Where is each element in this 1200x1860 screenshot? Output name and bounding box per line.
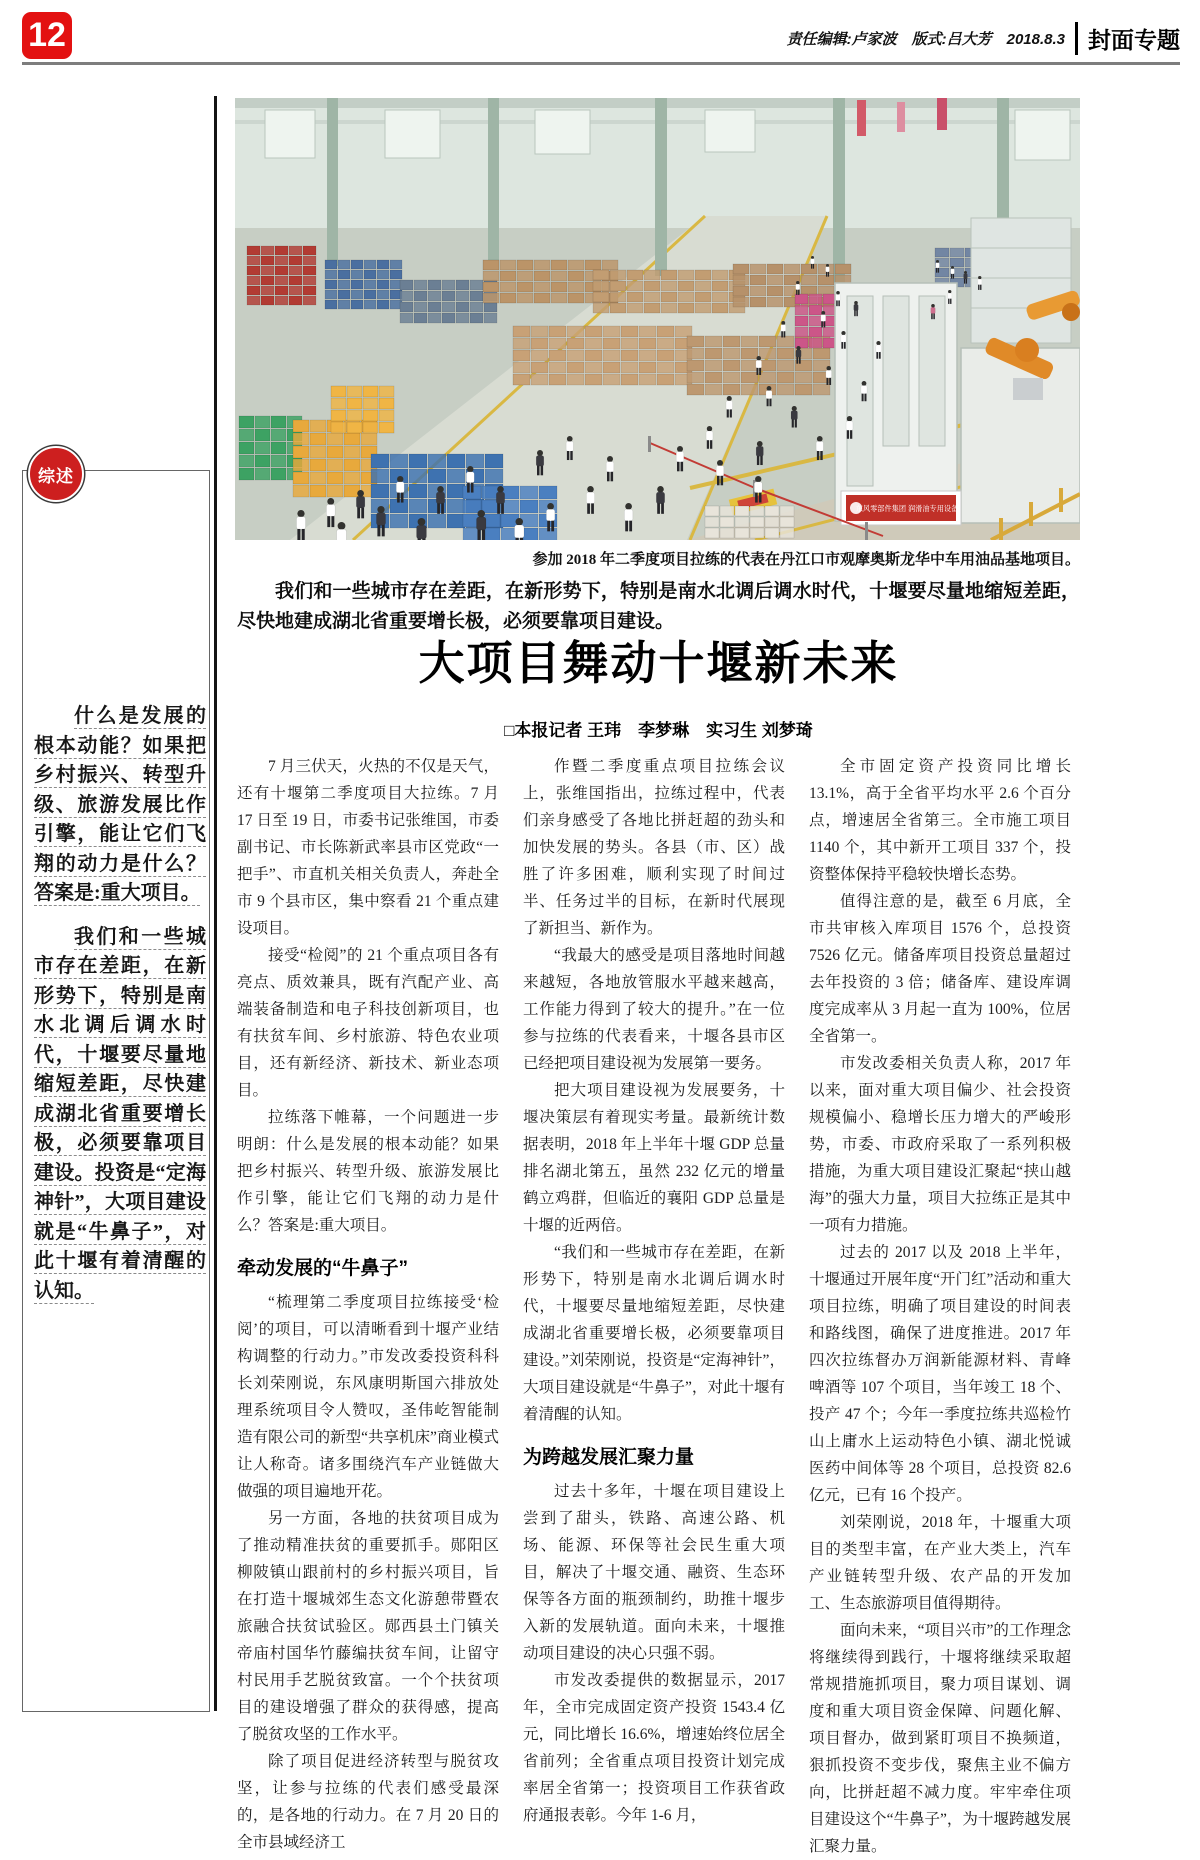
section-title: 封面专题 [1075, 22, 1180, 55]
article-paragraph: 过去的 2017 以及 2018 上半年，十堰通过开展年度“开门红”活动和重大项目拉练，明确了项目建设的时间表和路线图，确保了进度推进。2017 年四次拉练督办万润新能源材料、青峰啤酒等 107 个项目，当年竣工 18 个、投产 47 个；今年一季度拉练共巡检竹山上庸水上运动特色小镇、湖北悦诚医药中间体等 28 个项目，总投资 82.6 亿元，已有 16 个投产。 [809, 1244, 1071, 1504]
article-paragraph: 7 月三伏天，火热的不仅是天气，还有十堰第二季度项目大拉练。7 月 17 日至 19 日，市委书记张维国，市委副书记、市长陈新武率县市区党政“一把手”、市直机关相关负责人，奔赴全市 9 个县市区，集中察看 21 个重点建设项目。 [237, 758, 499, 937]
article-paragraph: 拉练落下帷幕，一个问题进一步明朗：什么是发展的根本动能？如果把乡村振兴、转型升级、旅游发展比作引擎，能让它们飞翔的动力是什么？答案是:重大项目。 [237, 1109, 499, 1234]
subhead-2: 为跨越发展汇聚力量 [523, 1447, 695, 1468]
overview-paragraph: 我们和一些城市存在差距，在新形势下，特别是南水北调后调水时代，十堰要尽量地缩短差距，尽快建成湖北省重要增长极，必须要靠项目建设。投资是“定海神针”，大项目建设就是“牛鼻子”，对此十堰有着清醒的认知。 [34, 925, 206, 1302]
standfirst: 我们和一些城市存在差距，在新形势下，特别是南水北调后调水时代，十堰要尽量地缩短差距，尽快地建成湖北省重要增长极，必须要靠项目建设。 [237, 581, 1080, 632]
article-paragraph: 作暨二季度重点项目拉练会议上，张维国指出，拉练过程中，代表们亲身感受了各地比拼赶超的劲头和加快发展的势头。各县（市、区）战胜了许多困难，顺利实现了时间过半、任务过半的目标，在新时代展现了新担当、新作为。 [523, 758, 785, 937]
header-rule [22, 62, 1180, 65]
article-paragraph: 过去十多年，十堰在项目建设上尝到了甜头，铁路、高速公路、机场、能源、环保等社会民生重大项目，解决了十堰交通、融资、生态环保等各方面的瓶颈制约，助推十堰步入新的发展轨道。面向未来，十堰推动项目建设的决心只强不弱。 [523, 1483, 785, 1662]
byline: □本报记者 王玮 李梦琳 实习生 刘梦琦 [504, 721, 813, 740]
article-column-1 [237, 753, 499, 1856]
article-paragraph: 刘荣刚说，2018 年，十堰重大项目的类型丰富，在产业大类上，汽车产业链转型升级、农产品的开发加工、生态旅游项目值得期待。 [809, 1514, 1071, 1612]
article-paragraph: “我最大的感受是项目落地时间越来越短，各地放管服水平越来越高，工作能力得到了较大的提升。”在一位参与拉练的代表看来，十堰各县市区已经把项目建设视为发展第一要务。 [523, 947, 785, 1072]
article-paragraph: 市发改委提供的数据显示，2017 年，全市完成固定资产投资 1543.4 亿元，同比增长 16.6%，增速始终位居全省前列；全省重点项目投资计划完成率居全省第一；投资项目工作获省政府通报表彰。今年 1-6 月， [523, 1672, 785, 1824]
article-paragraph: 把大项目建设视为发展要务，十堰决策层有着现实考量。最新统计数据表明，2018 年上半年十堰 GDP 总量排名湖北第五，虽然 232 亿元的增量鹤立鸡群，但临近的襄阳 GDP 总量是十堰的近两倍。 [523, 1082, 785, 1234]
editor-line: 责任编辑:卢家波 版式:吕大芳 2018.8.3 [786, 31, 1065, 48]
article-paragraph: 另一方面，各地的扶贫项目成为了推动精准扶贫的重要抓手。郧阳区柳陂镇山跟前村的乡村振兴项目，旨在打造十堰城郊生态文化游憩带暨农旅融合扶贫试验区。郧西县土门镇关帝庙村国华竹藤编扶贫车间，让留守村民用手艺脱贫致富。一个个扶贫项目的建设增强了群众的获得感，提高了脱贫攻坚的工作水平。 [237, 1510, 499, 1743]
header-meta [787, 22, 1180, 55]
article-paragraph: “梳理第二季度项目拉练接受‘检阅’的项目，可以清晰看到十堰产业结构调整的行动力。”市发改委投资科科长刘荣刚说，东风康明斯国六排放处理系统项目令人赞叹，圣伟屹智能制造有限公司的新型“共享机床”商业模式让人称奇。诸多围绕汽车产业链做大做强的项目遍地开花。 [237, 1294, 499, 1500]
overview-text [34, 702, 206, 1320]
column-divider-rule [214, 96, 217, 1711]
article-column-2 [523, 753, 785, 1829]
article-paragraph: “我们和一些城市存在差距，在新形势下，特别是南水北调后调水时代，十堰要尽量地缩短差距，尽快建成湖北省重要增长极，必须要靠项目建设。”刘荣刚说，投资是“定海神针”，大项目建设就是“牛鼻子”，对此十堰有着清醒的认知。 [523, 1244, 785, 1423]
article-paragraph: 值得注意的是，截至 6 月底，全市共审核入库项目 1576 个，总投资 7526 亿元。储备库项目投资总量超过去年投资的 3 倍；储备库、建设库调度完成率从 3 月起一直为 100%，位居全省第一。 [809, 893, 1071, 1045]
subhead-1: 牵动发展的“牛鼻子” [237, 1258, 409, 1279]
overview-badge: 综述 [28, 446, 84, 502]
page-number-badge: 12 [22, 12, 72, 59]
article-paragraph: 接受“检阅”的 21 个重点项目各有亮点、质效兼具，既有汽配产业、高端装备制造和电子科技创新项目，也有扶贫车间、乡村旅游、特色农业项目，还有新经济、新技术、新业态项目。 [237, 947, 499, 1099]
article-paragraph: 面向未来，“项目兴市”的工作理念将继续得到践行，十堰将继续采取超常规措施抓项目，聚力项目谋划、调度和重大项目资金保障、问题化解、项目督办，做到紧盯项目不换频道，狠抓投资不变步伐，聚焦主业不偏方向，比拼赶超不减力度。牢牢牵住项目建设这个“牛鼻子”，为十堰跨越发展汇聚力量。 [809, 1622, 1071, 1855]
news-photo [235, 98, 1080, 540]
headline: 大项目舞动十堰新未来 [418, 638, 899, 689]
photo-caption: 参加 2018 年二季度项目拉练的代表在丹江口市观摩奥斯龙华中车用油品基地项目。 [532, 552, 1080, 568]
machine-sign [841, 491, 961, 525]
article-column-3 [809, 753, 1071, 1860]
factory-photo-illustration [235, 98, 1080, 540]
article-paragraph: 市发改委相关负责人称，2017 年以来，面对重大项目偏少、社会投资规模偏小、稳增长压力增大的严峻形势，市委、市政府采取了一系列积极措施，为重大项目建设汇聚起“挟山越海”的强大力量，项目大拉练正是其中一项有力措施。 [809, 1055, 1071, 1234]
machine-sign-text: 东风零部件集团 润滑油专用设备 [855, 504, 959, 513]
article-paragraph: 全市固定资产投资同比增长 13.1%，高于全省平均水平 2.6 个百分点，增速居全省第三。全市施工项目 1140 个，其中新开工项目 337 个，投资整体保持平稳较快增长态势。 [809, 758, 1071, 883]
overview-paragraph: 什么是发展的根本动能？如果把乡村振兴、转型升级、旅游发展比作引擎，能让它们飞翔的动力是什么？答案是:重大项目。 [34, 705, 206, 904]
article-paragraph: 除了项目促进经济转型与脱贫攻坚，让参与拉练的代表们感受最深的，是各地的行动力。在 7 月 20 日的全市县域经济工 [237, 1753, 499, 1851]
